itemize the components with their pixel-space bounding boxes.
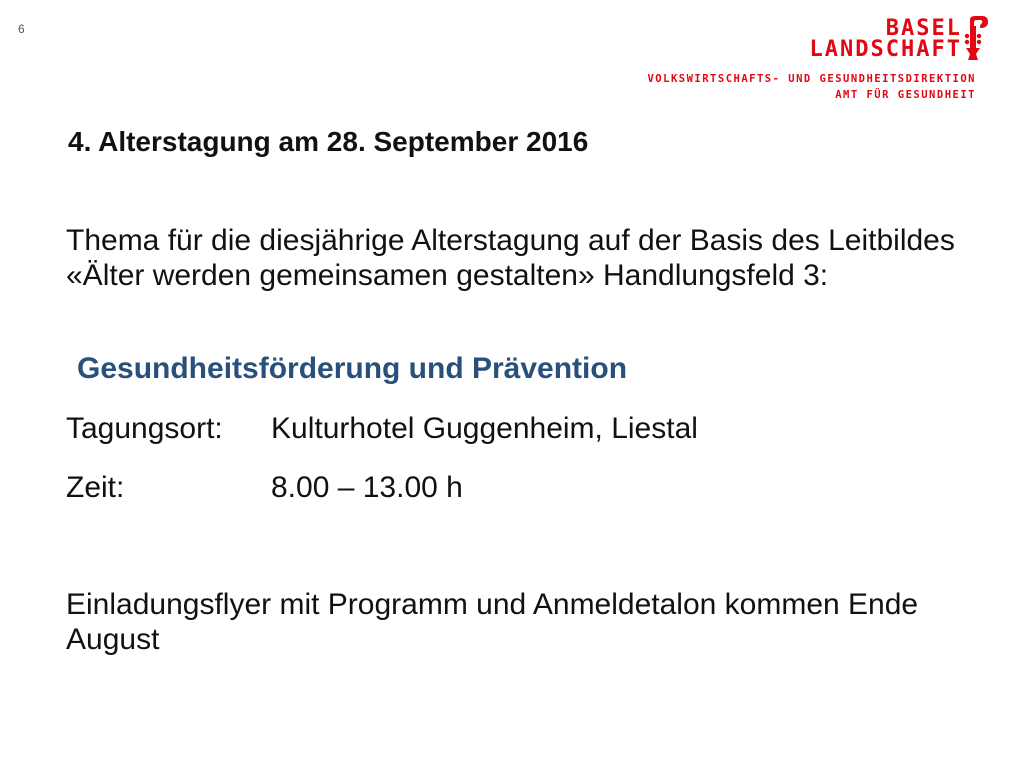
bishop-staff-icon <box>964 16 990 60</box>
logo-subtitle-direktion: VOLKSWIRTSCHAFTS- UND GESUNDHEITSDIREKTION <box>647 73 976 85</box>
page-number: 6 <box>18 22 25 36</box>
topic-highlight: Gesundheitsförderung und Prävention <box>77 352 628 385</box>
time-label: Zeit: <box>66 471 125 504</box>
venue-label: Tagungsort: <box>66 412 223 445</box>
logo-subtitle-amt: AMT FÜR GESUNDHEIT <box>835 89 976 101</box>
intro-paragraph: Thema für die diesjährige Alterstagung auf der Basis des Leitbildes «Älter werden gemeinsamen gestalten» Handlungsfeld 3: <box>66 224 955 292</box>
logo-line-landschaft: LANDSCHAFT <box>809 37 962 62</box>
slide-title: 4. Alterstagung am 28. September 2016 <box>68 126 589 157</box>
venue-value: Kulturhotel Guggenheim, Liestal <box>271 412 698 445</box>
basel-landschaft-logo <box>647 14 1006 104</box>
logo-line-basel: BASEL <box>885 16 962 41</box>
flyer-note: Einladungsflyer mit Programm und Anmeldetalon kommen Ende August <box>66 588 919 656</box>
time-value: 8.00 – 13.00 h <box>271 471 463 504</box>
